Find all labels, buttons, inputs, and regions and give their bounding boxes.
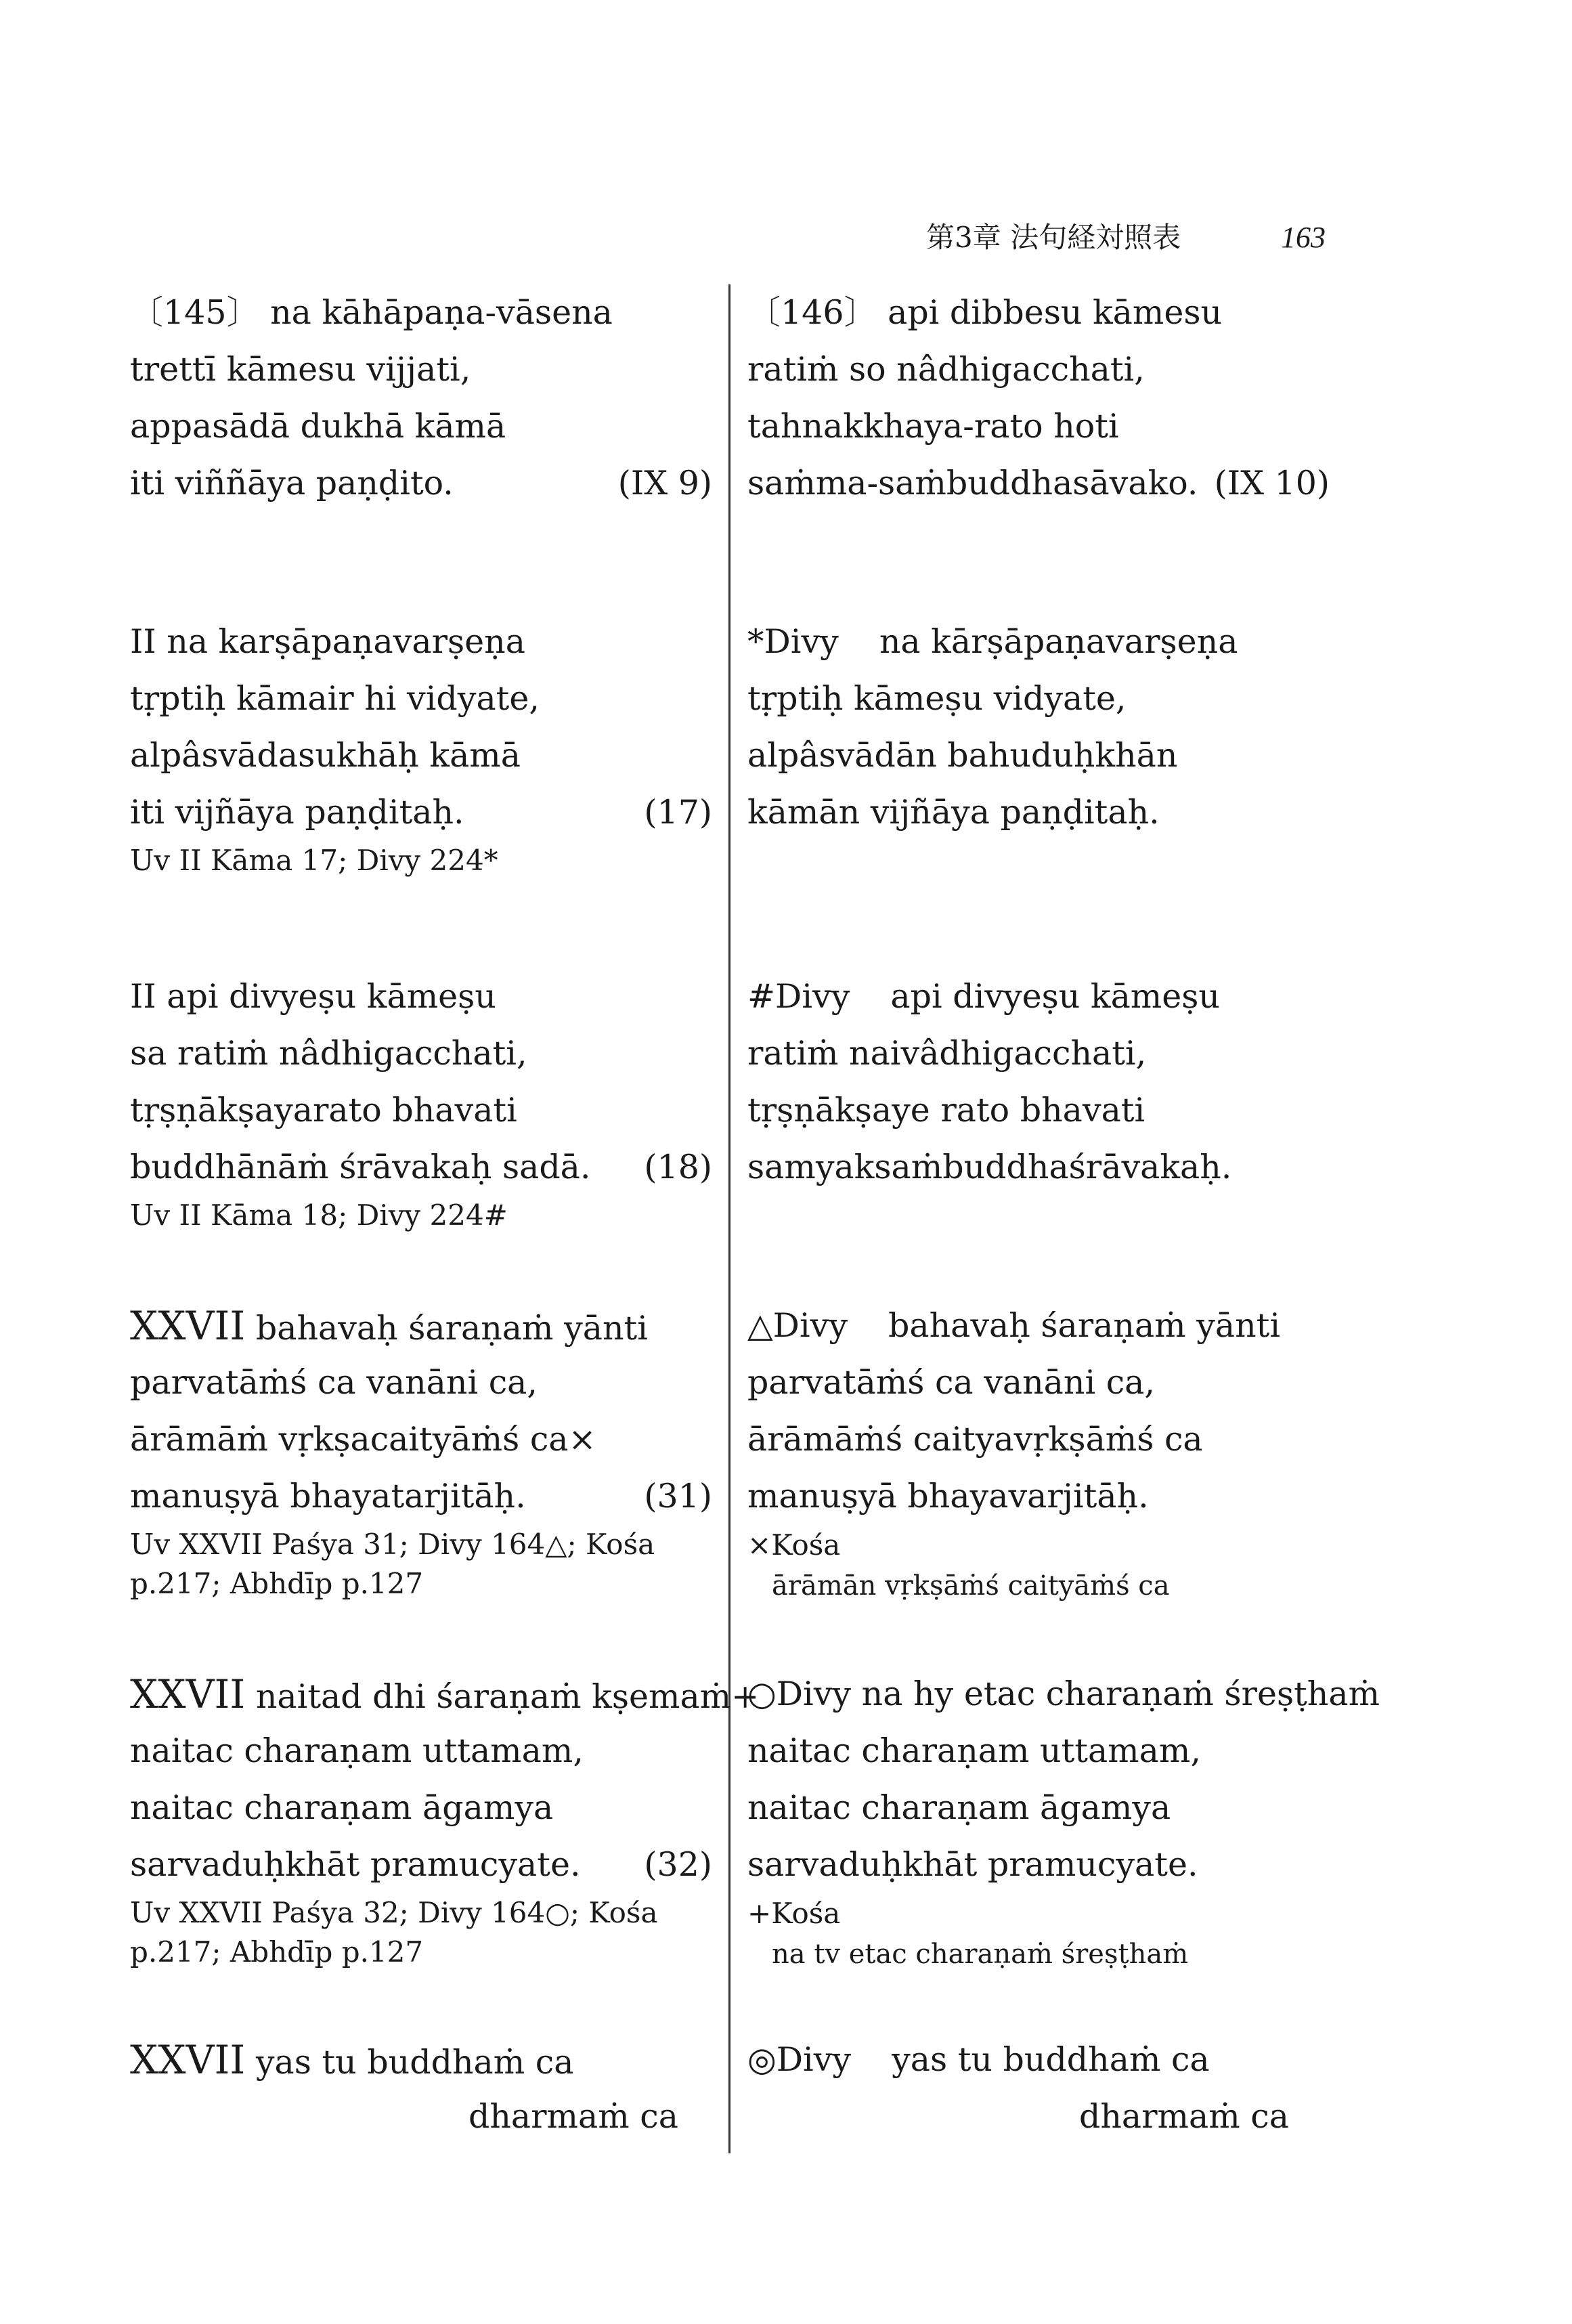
divy-parallel-1 [747,614,1330,841]
verse-line: buddhānāṁ śrāvakaḥ sadā. (18) [130,1139,712,1196]
verse-line: kāmān vijñāya paṇḍitaḥ. [747,793,1160,832]
source-citation: Uv XXVII Paśya 31; Divy 164△; Kośa [130,1528,655,1561]
verse-line: dharmaṁ ca [468,2097,678,2136]
verse-line: naitac charaṇam uttamam, [747,1731,1201,1770]
verse-line: ◎Divy yas tu buddhaṁ ca [747,2040,1210,2079]
verse-line: sa ratiṁ nâdhigacchati, [130,1034,527,1073]
verse-line: 〔146〕 api dibbesu kāmesu [747,293,1223,332]
verse-line: XXVII yas tu buddhaṁ ca [130,2037,574,2083]
verse-line: samyaksaṁbuddhaśrāvakaḥ. [747,1148,1232,1186]
running-header [926,215,1326,256]
divy-parallel-3 [747,1297,1330,1606]
source-citation: Uv II Kāma 17; Divy 224* [130,844,498,877]
verse-line: II na karṣāpaṇavarṣeṇa [130,622,525,661]
verse-line: ārāmāṁ vṛkṣacaityāṁś ca× [130,1420,596,1459]
chapter-tag: XXVII [130,1671,246,1717]
verse-ref: (17) [644,793,712,832]
variant-note-label: ×Kośa [747,1528,841,1562]
verse-line: sarvaduḥkhāt pramucyate. [747,1845,1198,1884]
verse-line: II api divyeṣu kāmeṣu [130,977,496,1016]
verse-line: ratiṁ naivâdhigacchati, [747,1034,1147,1073]
verse-line: tṛptiḥ kāmair hi vidyate, [130,679,540,718]
verse-line: manuṣyā bhayatarjitāḥ. (31) [130,1468,712,1525]
variant-note-label: +Kośa [747,1897,841,1930]
verse-uv-27-32 [130,1666,760,1972]
verse-line: parvatāṁś ca vanāni ca, [747,1363,1155,1402]
verse-line: manuṣyā bhayavarjitāḥ. [747,1477,1149,1515]
verse-line: 〔145〕 na kāhāpaṇa-vāsena [130,293,613,332]
verse-line: trettī kāmesu vijjati, [130,350,471,389]
verse-uv-27-33 [130,2031,712,2145]
chapter-tag: XXVII [130,1303,246,1349]
column-divider [728,284,730,2153]
verse-line: *Divy na kārṣāpaṇavarṣeṇa [747,622,1238,661]
variant-note-text: ārāmān vṛkṣāṁś caityāṁś ca [772,1570,1170,1601]
verse-line: ○Divy na hy etac charaṇaṁ śreṣṭhaṁ [747,1675,1380,1713]
verse-line: dharmaṁ ca [1079,2097,1289,2136]
verse-line: parvatāṁś ca vanāni ca, [130,1363,538,1402]
parallel-label: ◎Divy [747,2040,852,2079]
verse-ref: (31) [644,1477,712,1515]
verse-line: #Divy api divyeṣu kāmeṣu [747,977,1220,1016]
divy-parallel-2 [747,968,1330,1196]
verse-line: tṛṣṇākṣayarato bhavati [130,1091,517,1129]
source-citation: Uv XXVII Paśya 32; Divy 164○; Kośa [130,1896,658,1929]
divy-parallel-5 [747,2031,1330,2145]
parallel-label: #Divy [747,977,850,1016]
verse-ref: (32) [644,1845,712,1884]
verse-line: naitac charaṇam uttamam, [130,1731,584,1770]
verse-uv-27-31 [130,1297,712,1604]
parallel-label: △Divy [747,1306,848,1345]
verse-line: iti viññāya paṇḍito. (IX 9) [130,455,712,512]
verse-line: ārāmāṁś caityavṛkṣāṁś ca [747,1420,1203,1459]
verse-line: tṛṣṇākṣaye rato bhavati [747,1091,1145,1129]
verse-line: appasādā dukhā kāmā [130,407,506,446]
chapter-tag: XXVII [130,2037,246,2083]
verse-line: tahnakkhaya-rato hoti [747,407,1119,446]
verse-line: sarvaduḥkhāt pramucyate. (32) [130,1836,712,1893]
verse-line: iti vijñāya paṇḍitaḥ. (17) [130,784,712,841]
variant-note-text: na tv etac charaṇaṁ śreṣṭhaṁ [772,1939,1189,1970]
verse-uv-2-17 [130,614,712,880]
verse-line: saṁma-saṁbuddhasāvako. (IX 10) [747,455,1330,512]
verse-line: XXVII bahavaḥ śaraṇaṁ yānti [130,1303,648,1349]
verse-line: naitac charaṇam āgamya [130,1788,554,1827]
chapter-title: 第3章 法句経対照表 [926,221,1181,254]
verse-line: naitac charaṇam āgamya [747,1788,1171,1827]
verse-uv-2-18 [130,968,712,1235]
verse-line: ratiṁ so nâdhigacchati, [747,350,1145,389]
verse-line: alpâsvādān bahuduḥkhān [747,736,1178,775]
verse-line: △Divy bahavaḥ śaraṇaṁ yānti [747,1306,1281,1345]
divy-parallel-4 [747,1666,1380,1975]
verse-ref: (IX 9) [617,464,712,502]
source-citation: p.217; Abhdīp p.127 [130,1935,424,1968]
verse-146 [747,284,1330,512]
verse-line: XXVII naitad dhi śaraṇaṁ kṣemaṁ+ [130,1671,760,1717]
parallel-label: *Divy [747,622,839,661]
verse-ref: (IX 10) [1214,464,1330,502]
source-citation: p.217; Abhdīp p.127 [130,1567,424,1600]
verse-line: tṛptiḥ kāmeṣu vidyate, [747,679,1127,718]
verse-ref: (18) [644,1148,712,1186]
page-number: 163 [1281,221,1326,254]
verse-145 [130,284,712,512]
verse-line: alpâsvādasukhāḥ kāmā [130,736,521,775]
parallel-label: ○Divy [747,1675,852,1713]
source-citation: Uv II Kāma 18; Divy 224# [130,1199,508,1232]
